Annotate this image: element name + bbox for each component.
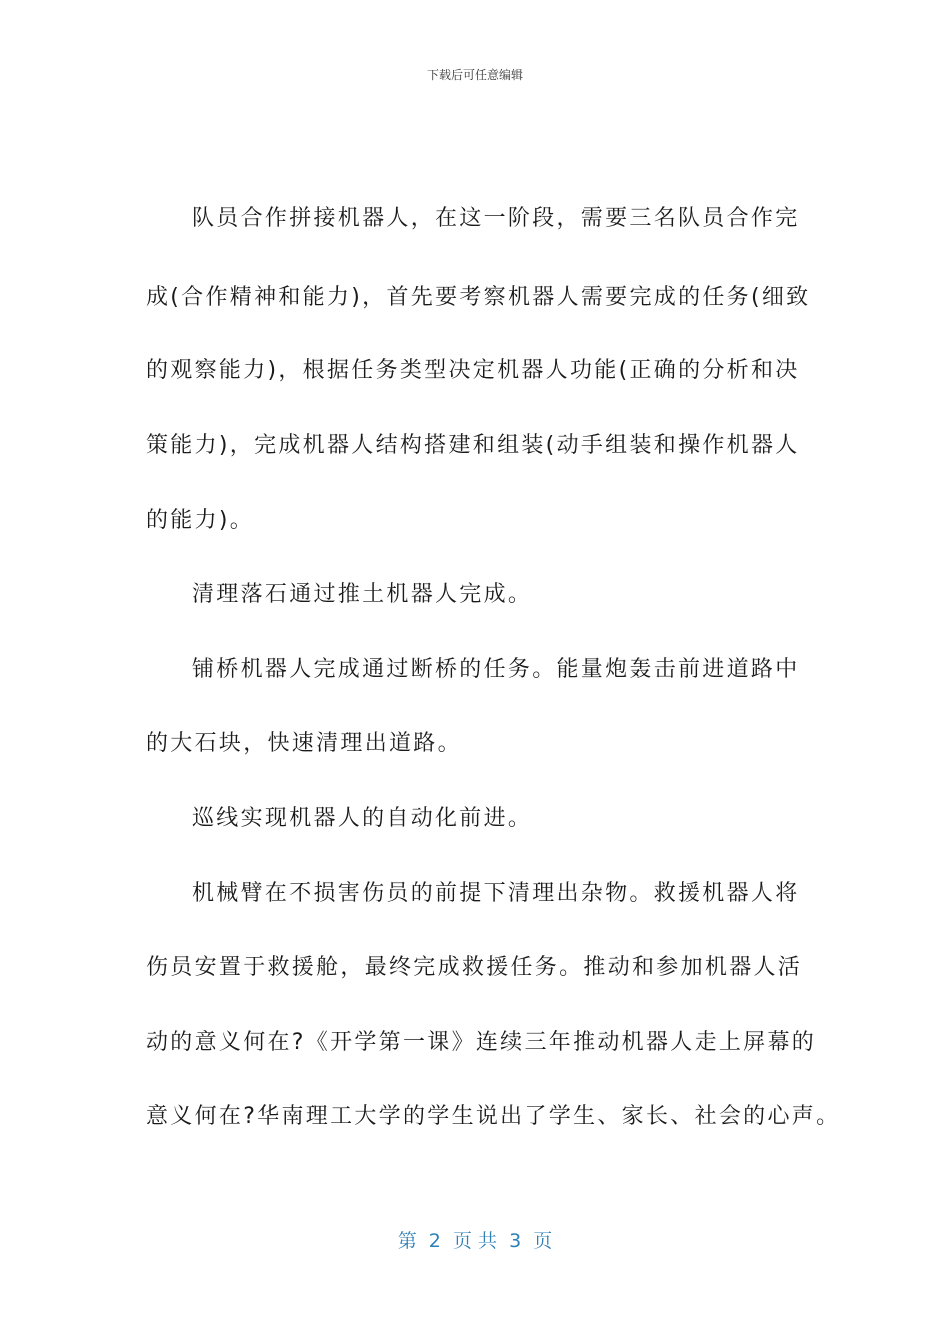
text-line: 成(合作精神和能力)，首先要考察机器人需要完成的任务(细致 xyxy=(146,285,811,310)
text-line: 的能力)。 xyxy=(146,508,255,533)
page-header: 下载后可任意编辑 xyxy=(426,68,523,82)
text-line: 意义何在?华南理工大学的学生说出了学生、家长、社会的心声。 xyxy=(146,1104,841,1129)
text-line: 机械臂在不损害伤员的前提下清理出杂物。救援机器人将 xyxy=(192,881,800,906)
text-line: 策能力)，完成机器人结构搭建和组装(动手组装和操作机器人 xyxy=(146,433,800,458)
page-number-footer: 第 2 页 共 3 页 xyxy=(397,1230,553,1252)
text-line: 的观察能力)，根据任务类型决定机器人功能(正确的分析和决 xyxy=(146,358,800,383)
text-line: 铺桥机器人完成通过断桥的任务。能量炮轰击前进道路中 xyxy=(192,657,800,682)
text-line: 动的意义何在?《开学第一课》连续三年推动机器人走上屏幕的 xyxy=(146,1030,817,1055)
text-line: 的大石块，快速清理出道路。 xyxy=(146,731,462,756)
text-line: 巡线实现机器人的自动化前进。 xyxy=(192,806,533,831)
text-line: 清理落石通过推土机器人完成。 xyxy=(192,582,533,607)
text-line: 伤员安置于救援舱，最终完成救援任务。推动和参加机器人活 xyxy=(146,955,803,980)
text-line: 队员合作拼接机器人，在这一阶段，需要三名队员合作完 xyxy=(192,206,800,231)
